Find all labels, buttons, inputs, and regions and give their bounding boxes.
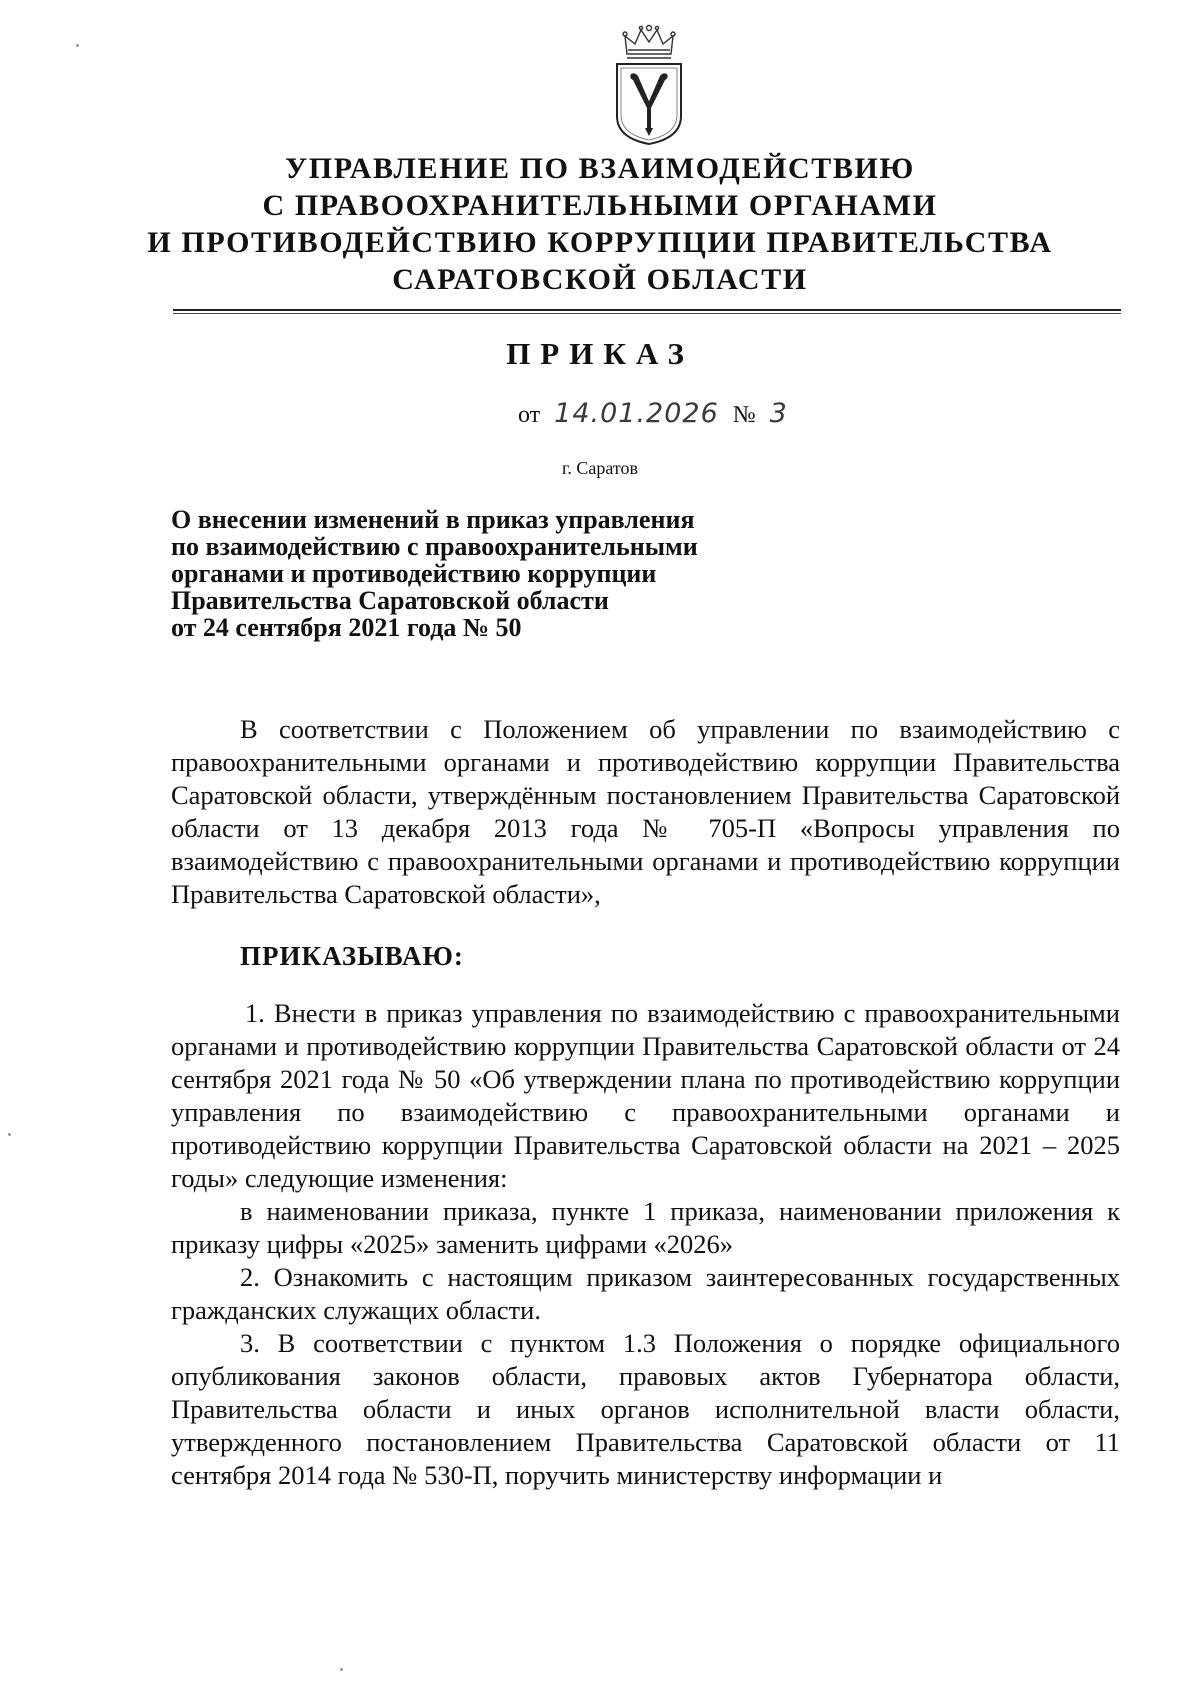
scan-speck [8,1133,11,1136]
subject-line: Правительства Саратовской области [171,586,609,615]
subject-line: от 24 сентября 2021 года № 50 [171,613,522,642]
order-body [171,713,1120,1492]
subject-line: органами и противодействию коррупции [171,559,657,588]
order-subject [171,506,791,641]
item-1-subparagraph: в наименовании приказа, пункте 1 приказа, наименовании приложения к приказу цифры «2025» заменить цифрами «2026» [171,1196,1120,1259]
command-heading: ПРИКАЗЫВАЮ: [240,941,464,971]
org-header-line: И ПРОТИВОДЕЙСТВИЮ КОРРУПЦИИ ПРАВИТЕЛЬСТВА [147,226,1053,259]
org-header-line: С ПРАВООХРАНИТЕЛЬНЫМИ ОРГАНАМИ [262,189,938,222]
order-date-number-line [518,398,796,429]
from-label: от [518,402,541,428]
scan-speck [76,44,79,47]
order-date: 14.01.2026 [554,398,719,429]
subject-line: О внесении изменений в приказ управления [171,505,695,534]
header-divider [173,309,1121,311]
preamble-paragraph: В соответствии с Положением об управлении по взаимодействию с правоохранительными органами и противодействию коррупции Правительства Саратовской области, утверждённым постановлением Правительства Саратовской области от 13 декабря 2013 года № 705-П «Вопросы управления по взаимодействию с правоохранительными органами и противодействию коррупции Правительства Саратовской области», [171,714,1120,909]
org-header-line: УПРАВЛЕНИЕ ПО ВЗАИМОДЕЙСТВИЮ [285,152,915,185]
org-header-line: САРАТОВСКОЙ ОБЛАСТИ [392,263,808,296]
order-title: ПРИКАЗ [506,336,694,371]
scan-speck [340,1668,343,1671]
header-divider-thin [173,313,1121,314]
city: г. Саратов [562,458,638,478]
saratov-coat-of-arms-icon [611,20,687,146]
order-number: 3 [769,398,788,429]
item-1-paragraph: 1. Внести в приказ управления по взаимодействию с правоохранительными органами и противодействию коррупции Правительства Саратовской области от 24 сентября 2021 года № 50 «Об утверждении плана по противодействию коррупции управления по взаимодействию с правоохранительными органами и противодействию коррупции Правительства Саратовской области на 2021 – 2025 годы» следующие изменения: [171,998,1120,1193]
number-label: № [732,402,756,428]
item-3-paragraph: 3. В соответствии с пунктом 1.3 Положения о порядке официального опубликования законов области, правовых актов Губернатора области, Правительства области и иных органов исполнительной власти области, утвержденного постановлением Правительства Саратовской области от 11 сентября 2014 года № 530-П, поручить министерству информации и [171,1328,1120,1490]
item-2-paragraph: 2. Ознакомить с настоящим приказом заинтересованных государственных гражданских служащих области. [171,1262,1120,1325]
subject-line: по взаимодействию с правоохранительными [171,532,698,561]
organization-header [100,150,1100,298]
